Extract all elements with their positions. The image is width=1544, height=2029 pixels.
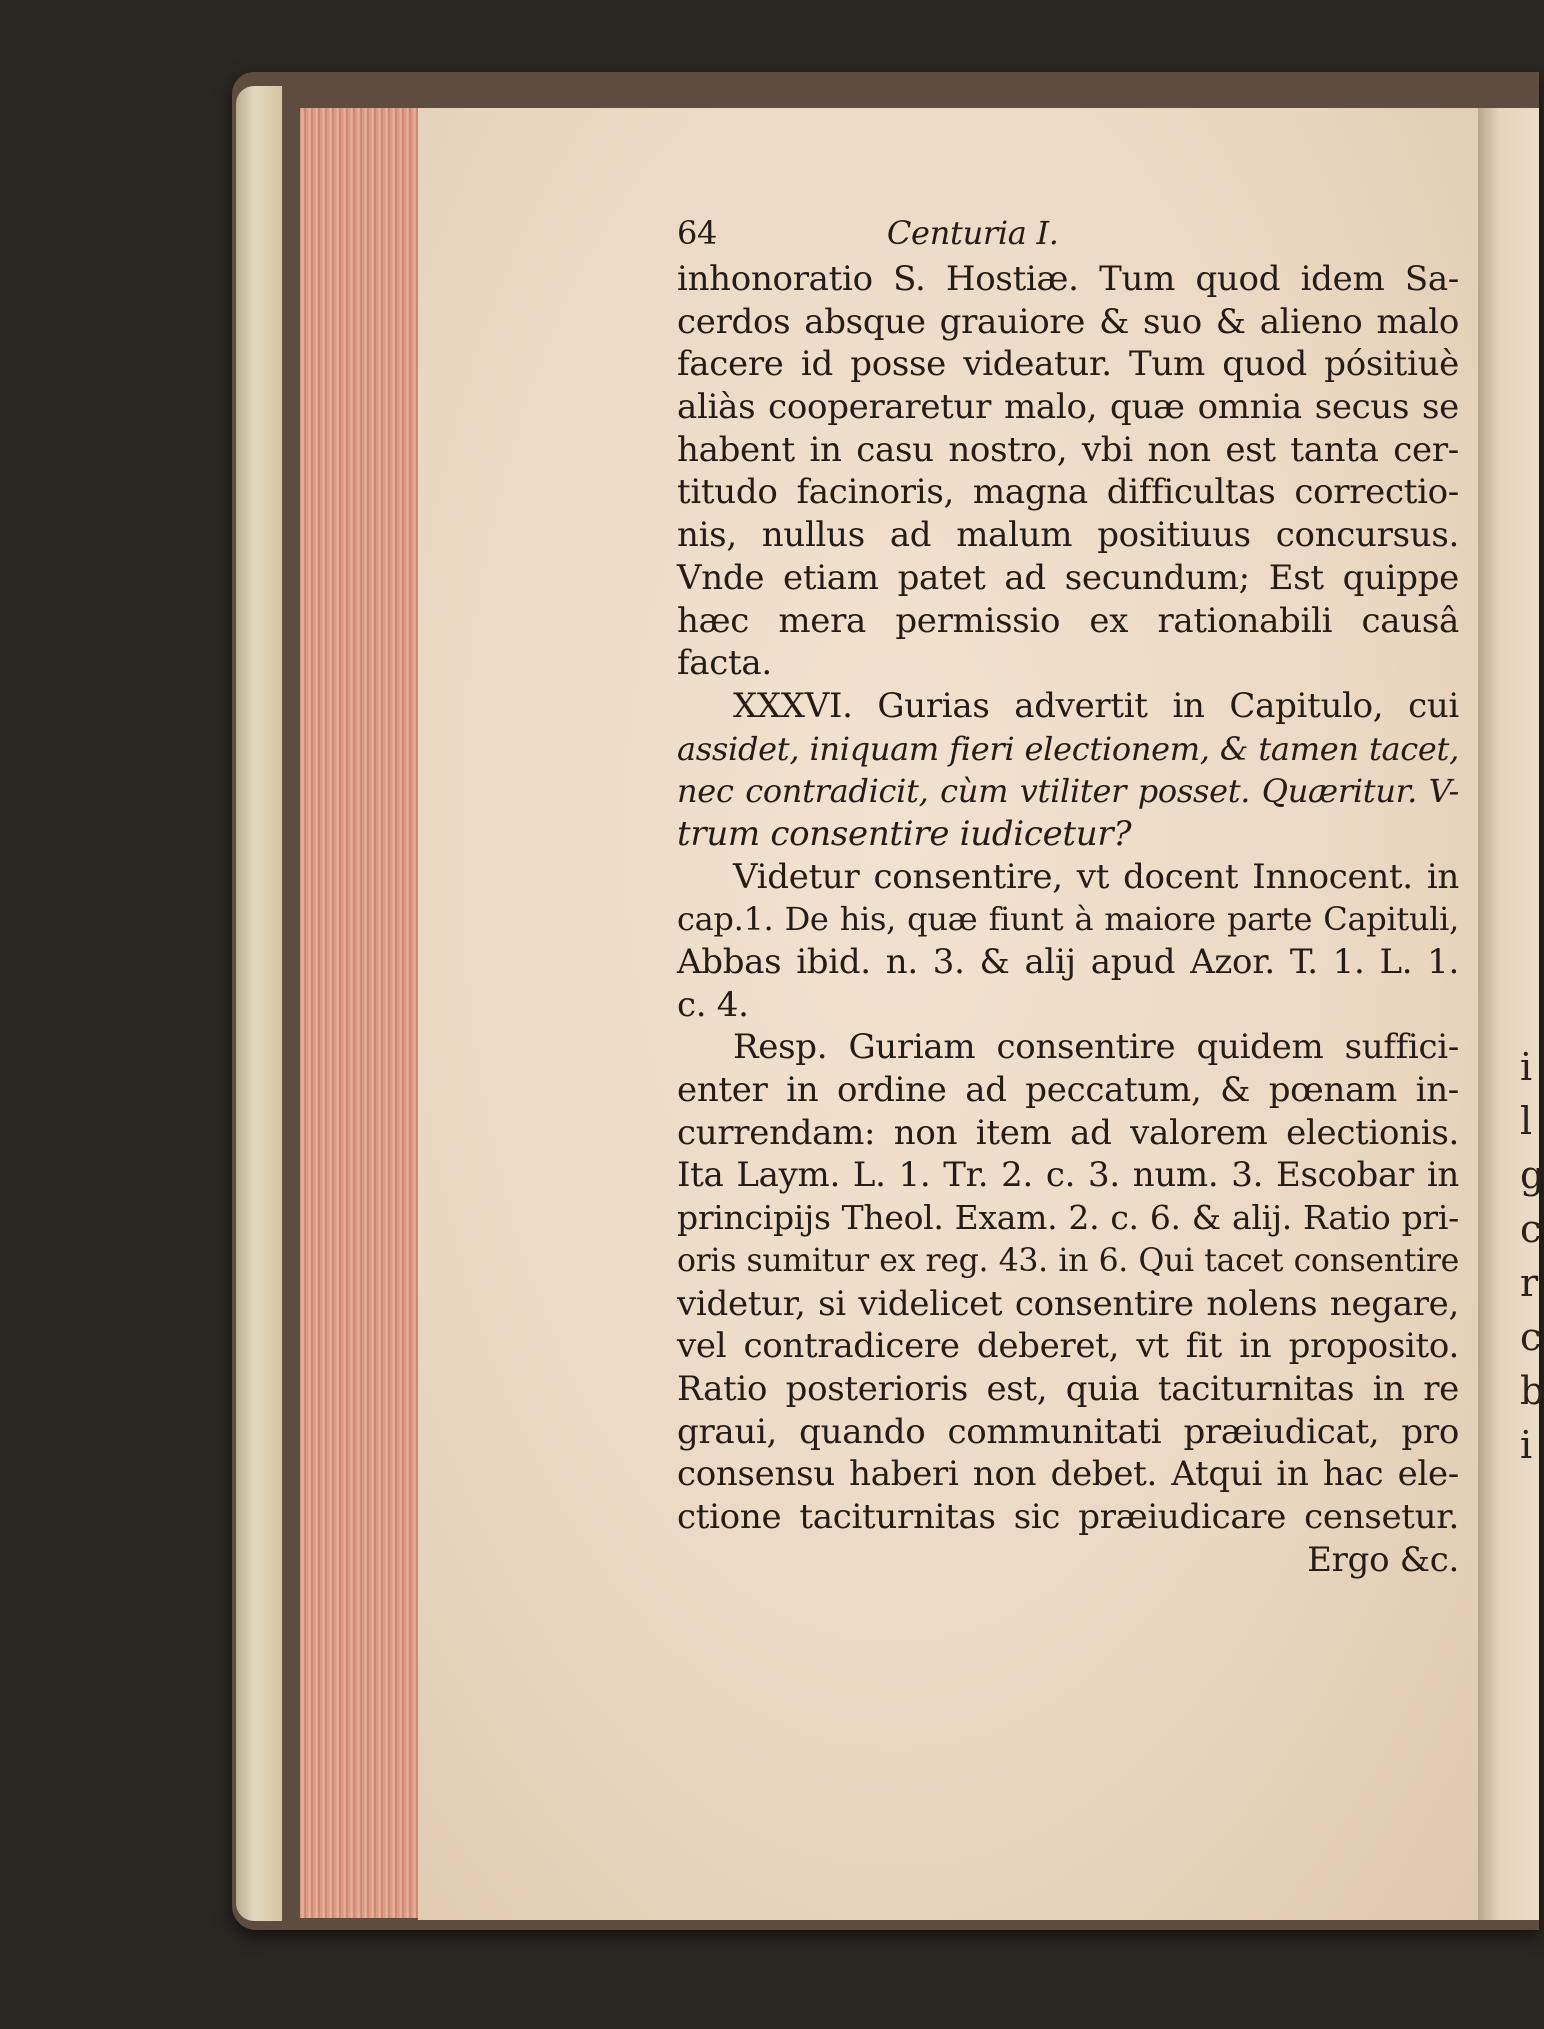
text-line: titudo facinoris, magna difficultas correctio- [677, 472, 1459, 513]
running-head: Centuria I. [886, 214, 1059, 252]
facing-glyph: g [1520, 1153, 1544, 1197]
text-line: Videtur consentire, vt docent Innocent. in [733, 856, 1459, 897]
text-line: Ratio posterioris est, quia taciturnitas in re [677, 1368, 1459, 1409]
text-line: nis, nullus ad malum positiuus concursus. [677, 515, 1459, 556]
facing-glyph: i [1520, 1045, 1533, 1089]
text-line: trum consentire iudicetur? [677, 813, 1132, 854]
facing-glyph: i [1520, 1423, 1533, 1467]
text-line: nec contradicit, cùm vtiliter posset. Quæritur. V- [677, 772, 1459, 811]
question-heading-line: XXXVI. Gurias advertit in Capitulo, cui [733, 685, 1459, 726]
text-line: oris sumitur ex reg. 43. in 6. Qui tacet consentire [677, 1242, 1459, 1279]
page-stack-edges [300, 108, 420, 1918]
text-line: hæc mera permissio ex rationabili causâ [677, 600, 1459, 641]
text-line: facere id posse videatur. Tum quod pósitiuè [677, 344, 1459, 385]
text-line: cerdos absque grauiore & suo & alieno malo [677, 301, 1459, 342]
response-line: Resp. Guriam consentire quidem suffici- [733, 1027, 1459, 1068]
facing-page-edge [1478, 108, 1544, 1920]
text-line: aliàs cooperaretur malo, quæ omnia secus se [677, 387, 1459, 428]
closing-line: Ergo &c. [1307, 1539, 1459, 1580]
text-line: currendam: non item ad valorem electionis. [677, 1112, 1459, 1153]
facing-glyph: c [1520, 1315, 1542, 1359]
text-line: principijs Theol. Exam. 2. c. 6. & alij. Ratio pri- [677, 1198, 1459, 1238]
text-line: cap.1. De his, quæ fiunt à maiore parte Capituli, [677, 900, 1459, 939]
text-line: consensu haberi non debet. Atqui in hac ele- [677, 1454, 1459, 1495]
page-number: 64 [677, 214, 718, 252]
text-line: Ita Laym. L. 1. Tr. 2. c. 3. num. 3. Escobar in [677, 1155, 1459, 1196]
cover-spine-edge [236, 86, 282, 1921]
text-line: videtur, si videlicet consentire nolens negare, [677, 1283, 1459, 1324]
facing-glyph: b [1520, 1369, 1544, 1413]
text-line: enter in ordine ad peccatum, & pœnam in- [677, 1070, 1459, 1111]
text-line: c. 4. [677, 984, 749, 1025]
text-line: ctione taciturnitas sic præiudicare censetur. [677, 1496, 1459, 1537]
text-line: facta. [677, 643, 772, 684]
text-line: assidet, iniquam fieri electionem, & tamen tacet, [677, 729, 1459, 768]
facing-glyph: r [1520, 1261, 1539, 1305]
text-line: habent in casu nostro, vbi non est tanta cer- [677, 429, 1459, 470]
text-line: Vnde etiam patet ad secundum; Est quippe [677, 557, 1459, 598]
page-header [677, 212, 1459, 258]
facing-page-fragments [1520, 1040, 1544, 1472]
facing-glyph: c [1520, 1207, 1542, 1251]
text-line: inhonoratio S. Hostiæ. Tum quod idem Sa- [677, 259, 1459, 299]
text-line: graui, quando communitati præiudicat, pro [677, 1411, 1459, 1452]
page-text-block [677, 212, 1459, 1581]
text-line: Abbas ibid. n. 3. & alij apud Azor. T. 1. L. 1. [677, 942, 1459, 982]
facing-glyph: l [1520, 1099, 1533, 1143]
text-line: vel contradicere deberet, vt fit in proposito. [677, 1326, 1459, 1367]
